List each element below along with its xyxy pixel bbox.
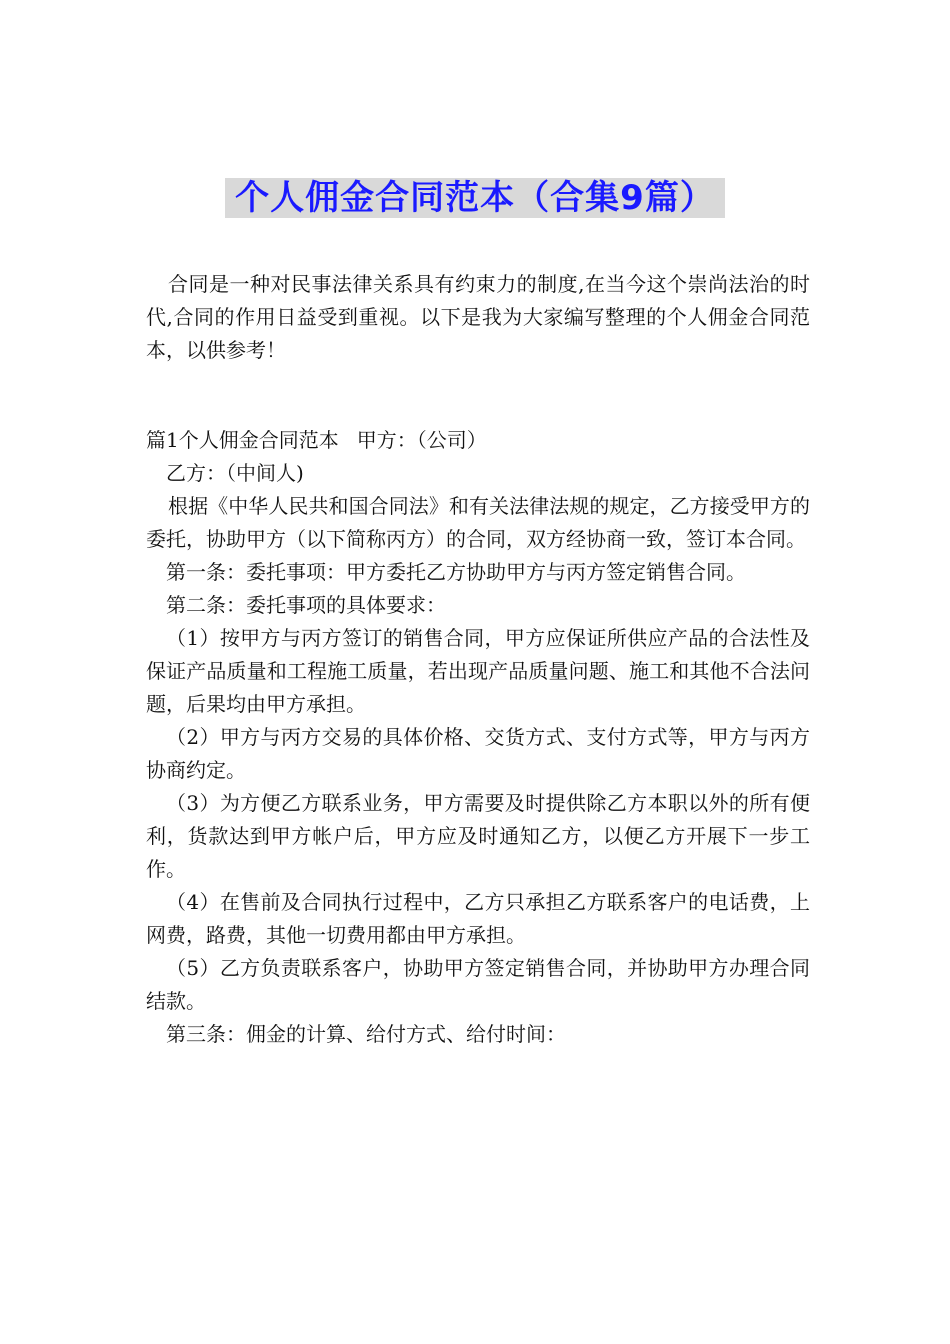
contract-paragraph: （5）乙方负责联系客户，协助甲方签定销售合同，并协助甲方办理合同结款。	[146, 956, 810, 1013]
contract-paragraph: （1）按甲方与丙方签订的销售合同，甲方应保证所供应产品的合法性及保证产品质量和工程施工质量，若出现产品质量问题、施工和其他不合法问题，后果均由甲方承担。	[146, 626, 810, 716]
contract-paragraph: （2）甲方与丙方交易的具体价格、交货方式、支付方式等，甲方与丙方协商约定。	[146, 725, 810, 782]
contract-paragraph: 第三条：佣金的计算、给付方式、给付时间：	[166, 1022, 566, 1046]
contract-paragraph: 第一条：委托事项：甲方委托乙方协助甲方与丙方签定销售合同。	[166, 560, 746, 584]
section-title: 篇1个人佣金合同范本	[146, 428, 339, 452]
section-heading	[146, 424, 810, 457]
spacer	[146, 367, 810, 424]
contract-paragraph: （3）为方便乙方联系业务，甲方需要及时提供除乙方本职以外的所有便利，货款达到甲方帐户后，甲方应及时通知乙方，以便乙方开展下一步工作。	[146, 791, 810, 881]
intro-paragraph: 合同是一种对民事法律关系具有约束力的制度,在当今这个崇尚法治的时代,合同的作用日益受到重视。以下是我为大家编写整理的个人佣金合同范本，以供参考！	[146, 272, 810, 362]
contract-paragraph: （4）在售前及合同执行过程中，乙方只承担乙方联系客户的电话费，上网费，路费，其他一切费用都由甲方承担。	[146, 890, 810, 947]
title-container	[0, 178, 950, 218]
document-body	[146, 268, 810, 1051]
party-a-line: 甲方：（公司）	[356, 428, 487, 452]
contract-paragraph: 第二条：委托事项的具体要求：	[166, 593, 446, 617]
contract-paragraph: 根据《中华人民共和国合同法》和有关法律法规的规定，乙方接受甲方的委托，协助甲方（以下简称丙方）的合同，双方经协商一致，签订本合同。	[146, 494, 810, 551]
document-title: 个人佣金合同范本（合集9篇）	[225, 178, 725, 218]
party-b-line: 乙方：（中间人)	[166, 461, 304, 485]
